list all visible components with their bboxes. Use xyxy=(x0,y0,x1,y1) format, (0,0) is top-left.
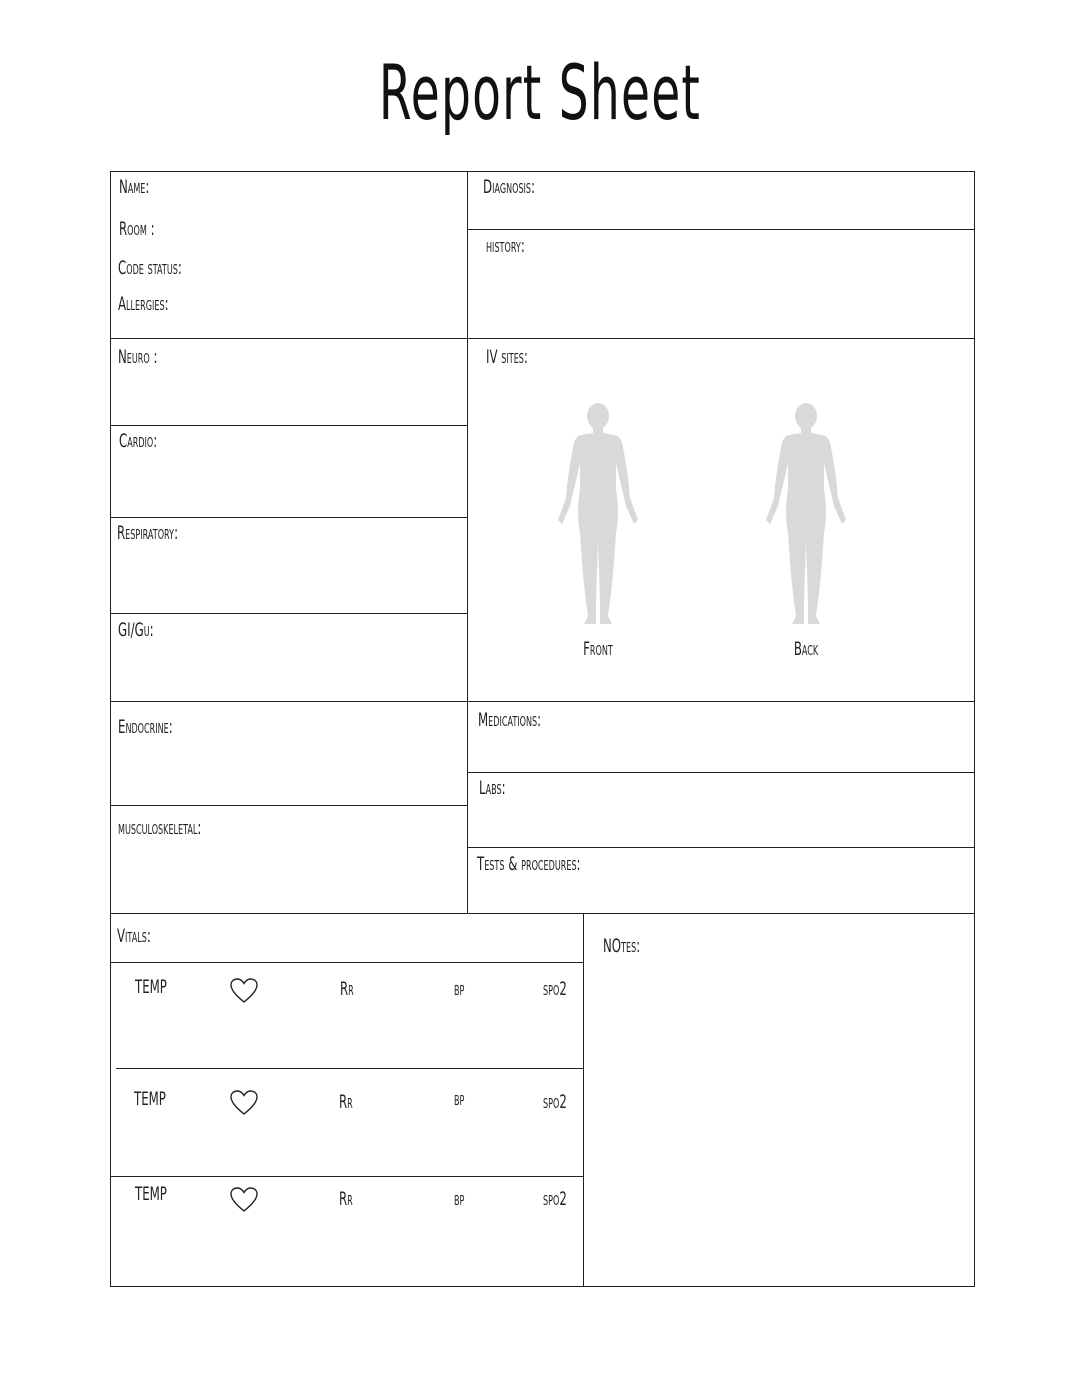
code-status-label: Code status: xyxy=(118,257,182,279)
divider-labs xyxy=(467,847,975,848)
allergies-label: Allergies: xyxy=(118,293,169,315)
gigu-label: GI/Gu: xyxy=(118,619,154,641)
back-label: Back xyxy=(793,638,819,660)
divider-cardio xyxy=(110,517,467,518)
vitals-temp-label: TEMP xyxy=(134,1088,166,1110)
vitals-rr-label: Rr xyxy=(340,978,354,1000)
musculoskeletal-label: musculoskeletal: xyxy=(118,817,202,839)
notes-divider xyxy=(583,913,584,1287)
heart-icon xyxy=(230,978,258,1004)
vitals-spo2-label: spo2 xyxy=(543,1188,567,1210)
vitals-bp-label: bp xyxy=(454,978,465,1000)
labs-label: Labs: xyxy=(479,777,506,799)
vitals-temp-label: TEMP xyxy=(135,1183,167,1205)
front-label: Front xyxy=(583,638,613,660)
heart-icon xyxy=(230,1187,258,1213)
history-label: history: xyxy=(486,235,525,257)
body-front-icon xyxy=(556,402,640,628)
divider-endocrine xyxy=(110,805,467,806)
neuro-label: Neuro : xyxy=(118,346,158,368)
divider-tests xyxy=(110,913,975,914)
vitals-rr-label: Rr xyxy=(339,1091,353,1113)
page-title: Report Sheet xyxy=(378,48,702,137)
vitals-row-divider-2 xyxy=(110,1176,583,1177)
heart-icon xyxy=(230,1090,258,1116)
divider-medications xyxy=(467,772,975,773)
frame-bottom xyxy=(110,1286,975,1287)
divider-respiratory xyxy=(110,613,467,614)
tests-procedures-label: Tests & procedures: xyxy=(477,853,581,875)
divider-neuro xyxy=(110,425,467,426)
column-divider xyxy=(467,171,468,914)
iv-sites-label: IV sites: xyxy=(486,346,528,368)
vitals-temp-label: TEMP xyxy=(135,976,167,998)
divider-history xyxy=(110,338,975,339)
divider-diagnosis xyxy=(467,229,975,230)
diagnosis-label: Diagnosis: xyxy=(483,176,536,198)
frame-top xyxy=(110,171,975,172)
name-label: Name: xyxy=(119,176,150,198)
notes-label: NOtes: xyxy=(603,935,641,957)
divider-iv xyxy=(110,701,975,702)
vitals-spo2-label: spo2 xyxy=(543,978,567,1000)
cardio-label: Cardio: xyxy=(119,430,158,452)
medications-label: Medications: xyxy=(478,709,542,731)
vitals-spo2-label: spo2 xyxy=(543,1091,567,1113)
respiratory-label: Respiratory: xyxy=(117,522,179,544)
endocrine-label: Endocrine: xyxy=(118,716,173,738)
vitals-label: Vitals: xyxy=(117,925,151,947)
body-back-icon xyxy=(764,402,848,628)
room-label: Room : xyxy=(119,218,155,240)
vitals-rr-label: Rr xyxy=(339,1188,353,1210)
vitals-row-divider-1 xyxy=(116,1068,583,1069)
vitals-header-divider xyxy=(110,962,583,963)
vitals-bp-label: bp xyxy=(454,1188,465,1210)
vitals-bp-label: bp xyxy=(454,1088,465,1110)
